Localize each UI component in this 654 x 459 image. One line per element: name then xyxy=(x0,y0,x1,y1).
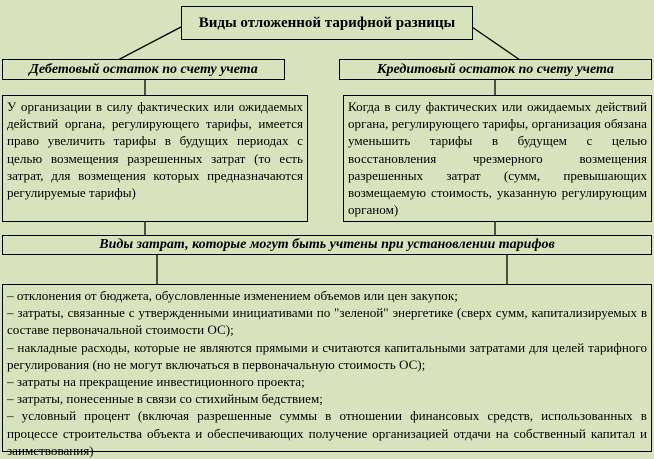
list-item: – отклонения от бюджета, обусловленные изменением объемов или цен закупок; xyxy=(7,288,458,303)
credit-balance-heading xyxy=(339,59,652,80)
list-item: – затраты, связанные с утвержденными инициативами по "зеленой" энергетике (сверх сумм, капитализируемых в составе первоначальной стоимости ОС); xyxy=(7,305,647,338)
cost-types-heading-text: Виды затрат, которые могут быть учтены при установлении тарифов xyxy=(99,237,555,252)
diagram-title-text: Виды отложенной тарифной разницы xyxy=(198,14,456,31)
debit-balance-heading-text: Дебетовый остаток по счету учета xyxy=(29,61,258,77)
connector-title-right xyxy=(472,27,520,60)
connector-title-left xyxy=(118,27,181,60)
cost-types-heading xyxy=(2,235,652,255)
credit-balance-description xyxy=(343,95,652,222)
credit-balance-description-text: Когда в силу фактических или ожидаемых действий органа, регулирующего тарифы, организация обязана уменьшить тарифы в будущем с целью восстановления чрезмерного возмещения разрешенных затрат (сумм, превышающих возмещаемую стоимость, указанную регулирующим органом) xyxy=(348,99,647,218)
debit-balance-description-text: У организации в силу фактических или ожидаемых действий органа, регулирующего тарифы, имеется право увеличить тарифы в будущих периодах с целью возмещения разрешенных затрат (то есть затрат, для возмещения которых предназначаются регулируемые тарифы) xyxy=(7,99,303,201)
debit-balance-description xyxy=(2,95,308,222)
list-item: – затраты на прекращение инвестиционного проекта; xyxy=(7,374,305,390)
list-item: – условный процент (включая разрешенные суммы в отношении финансовых средств, использованных в процессе строительства объекта и обеспечивающих получение организацией отдачи на собственный капитал и заимствования) xyxy=(7,408,647,458)
debit-balance-heading xyxy=(2,59,285,80)
diagram-title xyxy=(181,6,473,40)
credit-balance-heading-text: Кредитовый остаток по счету учета xyxy=(377,61,614,77)
cost-types-list xyxy=(2,284,652,458)
list-item: – накладные расходы, которые не являются прямыми и считаются капитальными затратами для целей тарифного регулирования (но не могут включаться в первоначальную стоимость ОС); xyxy=(7,339,647,372)
list-item: – затраты, понесенные в связи со стихийным бедствием; xyxy=(7,391,323,407)
